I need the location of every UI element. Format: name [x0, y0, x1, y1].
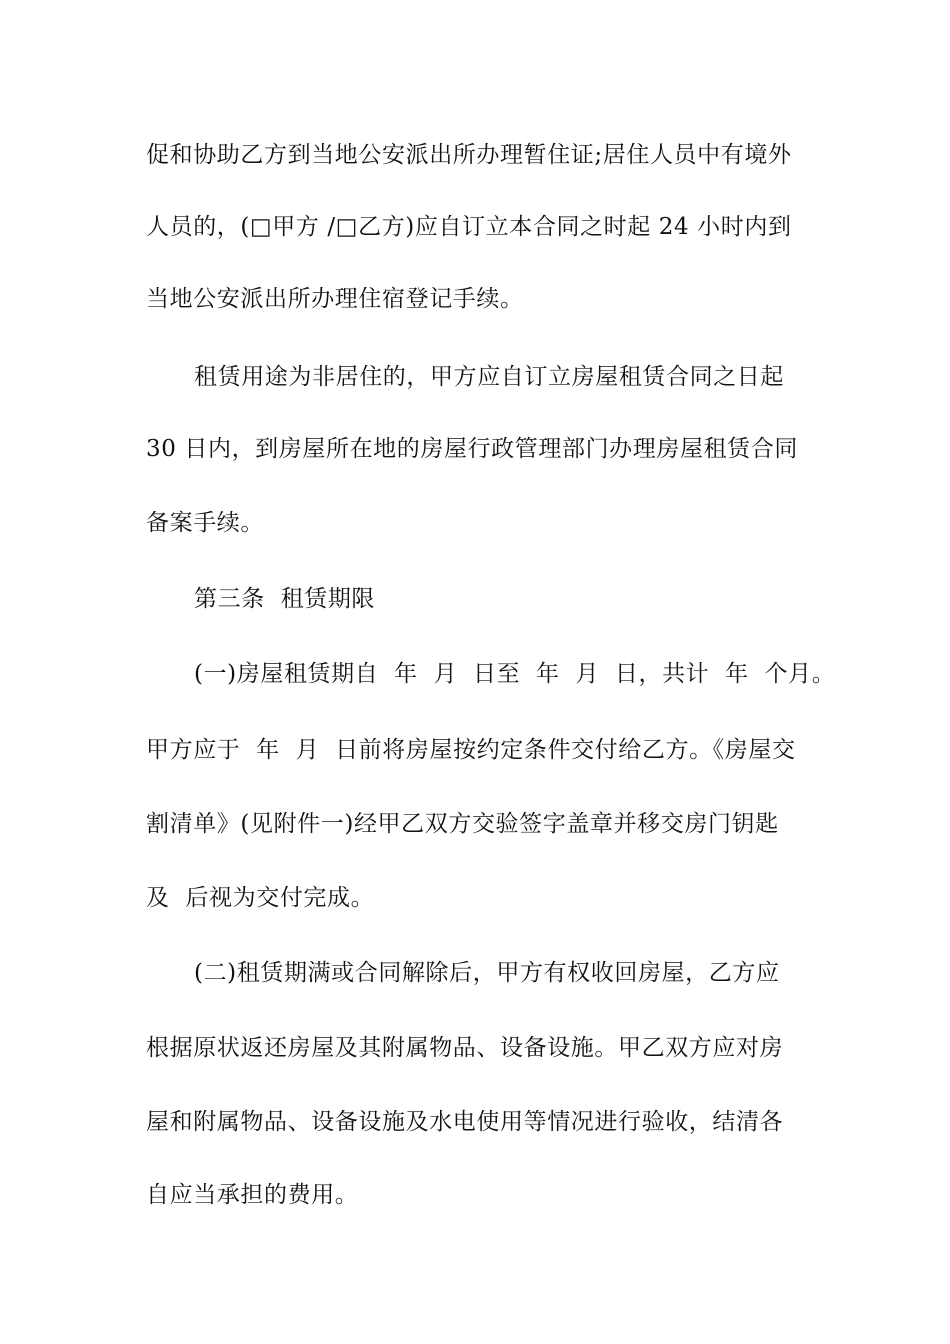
paragraph-line: 促和协助乙方到当地公安派出所办理暂住证;居住人员中有境外 [146, 142, 792, 168]
section-heading: 第三条 租赁期限 [194, 586, 376, 612]
paragraph-line: 自应当承担的费用。 [146, 1182, 359, 1208]
paragraph-line: 割清单》(见附件一)经甲乙双方交验签字盖章并移交房门钥匙 [146, 811, 779, 837]
paragraph-line: (一)房屋租赁期自 年 月 日至 年 月 日，共计 年 个月。 [194, 661, 836, 687]
paragraph-line: 甲方应于 年 月 日前将房屋按约定条件交付给乙方。《房屋交 [146, 737, 796, 763]
paragraph-line: 人员的，(□甲方 /□乙方)应自订立本合同之时起 24 小时内到 [146, 214, 792, 240]
paragraph-line: 租赁用途为非居住的，甲方应自订立房屋租赁合同之日起 [194, 364, 784, 390]
paragraph-line: 当地公安派出所办理住宿登记手续。 [146, 286, 524, 312]
paragraph-line: 及 后视为交付完成。 [146, 885, 375, 911]
paragraph-line: 屋和附属物品、设备设施及水电使用等情况进行验收，结清各 [146, 1109, 784, 1135]
paragraph-line: (二)租赁期满或合同解除后，甲方有权收回房屋，乙方应 [194, 960, 780, 986]
paragraph-line: 30 日内，到房屋所在地的房屋行政管理部门办理房屋租赁合同 [146, 436, 798, 462]
paragraph-line: 备案手续。 [146, 510, 264, 536]
paragraph-line: 根据原状返还房屋及其附属物品、设备设施。甲乙双方应对房 [146, 1035, 784, 1061]
